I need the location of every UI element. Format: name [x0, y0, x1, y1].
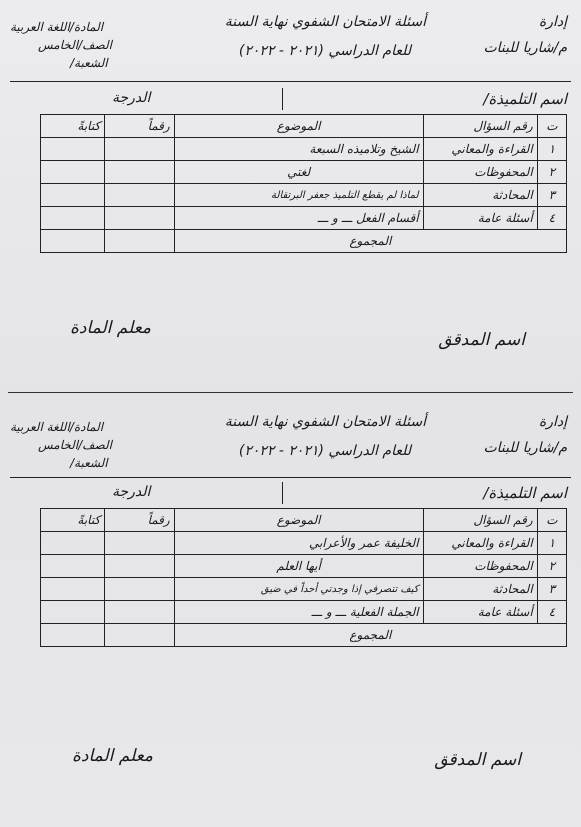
row-number: ٤ — [537, 207, 566, 230]
table-row — [41, 138, 567, 161]
total-label: المجموع — [174, 624, 566, 647]
row-topic: لغتي — [174, 161, 423, 184]
total-number-cell — [105, 230, 175, 253]
sheet-divider — [8, 392, 573, 393]
school-name: م/شاريا للبنات — [483, 440, 567, 456]
row-topic: الجملة الفعلية ـــ و ـــ — [174, 601, 423, 624]
student-name-label: اسم التلميذة/ — [483, 90, 567, 108]
academic-year: للعام الدراسي (٢٠٢١ - ٢٠٢٢) — [238, 43, 411, 59]
score-words-cell — [41, 138, 105, 161]
score-words-cell — [41, 578, 105, 601]
col-index: ت — [537, 115, 566, 138]
score-words-cell — [41, 161, 105, 184]
total-label: المجموع — [174, 230, 566, 253]
score-words-cell — [41, 601, 105, 624]
row-topic: لماذا لم يقطع التلميذ جعفر البرتقالة — [174, 184, 423, 207]
score-words-cell — [41, 532, 105, 555]
row-question: المحفوظات — [423, 161, 537, 184]
col-question: رقم السؤال — [423, 509, 537, 532]
subject-label: المادة/اللغة العربية — [10, 20, 104, 34]
grade-label: الصف/الخامس — [38, 38, 112, 52]
row-number: ٢ — [537, 161, 566, 184]
table-total-row — [41, 624, 567, 647]
score-number-cell — [105, 138, 175, 161]
subject-label: المادة/اللغة العربية — [10, 420, 104, 434]
table-total-row — [41, 230, 567, 253]
table-row — [41, 601, 567, 624]
school-name: م/شاريا للبنات — [483, 40, 567, 56]
student-name-label: اسم التلميذة/ — [483, 484, 567, 502]
col-topic: الموضوع — [174, 115, 423, 138]
col-index: ت — [537, 509, 566, 532]
teacher-signature-label: معلم المادة — [70, 318, 152, 338]
table-header-row — [41, 115, 567, 138]
questions-table — [40, 114, 567, 253]
exam-title: أسئلة الامتحان الشفوي نهاية السنة — [224, 14, 426, 30]
score-number-cell — [105, 555, 175, 578]
academic-year: للعام الدراسي (٢٠٢١ - ٢٠٢٢) — [238, 443, 411, 459]
table-row — [41, 161, 567, 184]
admin-label: إدارة — [538, 14, 567, 30]
table-row — [41, 555, 567, 578]
total-words-cell — [41, 230, 105, 253]
grade-header: الدرجة — [112, 484, 151, 500]
row-question: القراءة والمعاني — [423, 532, 537, 555]
table-row — [41, 207, 567, 230]
row-number: ١ — [537, 532, 566, 555]
score-number-cell — [105, 578, 175, 601]
row-topic: أقسام الفعل ـــ و ـــ — [174, 207, 423, 230]
col-score-words: كتابةً — [41, 509, 105, 532]
name-divider — [282, 482, 283, 504]
row-question: المحادثة — [423, 578, 537, 601]
name-divider — [282, 88, 283, 110]
row-question: المحادثة — [423, 184, 537, 207]
score-number-cell — [105, 207, 175, 230]
col-score-words: كتابةً — [41, 115, 105, 138]
col-topic: الموضوع — [174, 509, 423, 532]
table-header-row — [41, 509, 567, 532]
admin-label: إدارة — [538, 414, 567, 430]
col-score-number: رقماً — [105, 115, 175, 138]
total-number-cell — [105, 624, 175, 647]
row-question: المحفوظات — [423, 555, 537, 578]
row-topic: كيف تتصرفي إذا وجدتي أحداً في ضيق — [174, 578, 423, 601]
row-topic: الشيخ وتلاميذه السبعة — [174, 138, 423, 161]
auditor-name-label: اسم المدقق — [434, 750, 521, 770]
score-words-cell — [41, 184, 105, 207]
row-number: ٣ — [537, 578, 566, 601]
exam-sheet-1 — [0, 0, 581, 380]
col-score-number: رقماً — [105, 509, 175, 532]
score-words-cell — [41, 555, 105, 578]
table-row — [41, 532, 567, 555]
exam-sheet-2 — [0, 400, 581, 780]
section-label: الشعبة/ — [70, 456, 108, 470]
auditor-name-label: اسم المدقق — [438, 330, 525, 350]
section-label: الشعبة/ — [70, 56, 108, 70]
exam-title: أسئلة الامتحان الشفوي نهاية السنة — [224, 414, 426, 430]
score-number-cell — [105, 161, 175, 184]
score-words-cell — [41, 207, 105, 230]
row-question: القراءة والمعاني — [423, 138, 537, 161]
table-row — [41, 578, 567, 601]
score-number-cell — [105, 601, 175, 624]
row-question: أسئلة عامة — [423, 207, 537, 230]
table-row — [41, 184, 567, 207]
questions-table — [40, 508, 567, 647]
header-rule — [10, 477, 571, 478]
grade-header: الدرجة — [112, 90, 151, 106]
row-number: ٢ — [537, 555, 566, 578]
row-number: ٤ — [537, 601, 566, 624]
score-number-cell — [105, 532, 175, 555]
teacher-signature-label: معلم المادة — [72, 746, 154, 766]
row-topic: أيها العلم — [174, 555, 423, 578]
col-question: رقم السؤال — [423, 115, 537, 138]
row-number: ٣ — [537, 184, 566, 207]
total-words-cell — [41, 624, 105, 647]
grade-label: الصف/الخامس — [38, 438, 112, 452]
row-question: أسئلة عامة — [423, 601, 537, 624]
header-rule — [10, 81, 571, 82]
row-topic: الخليفة عمر والأعرابي — [174, 532, 423, 555]
score-number-cell — [105, 184, 175, 207]
row-number: ١ — [537, 138, 566, 161]
